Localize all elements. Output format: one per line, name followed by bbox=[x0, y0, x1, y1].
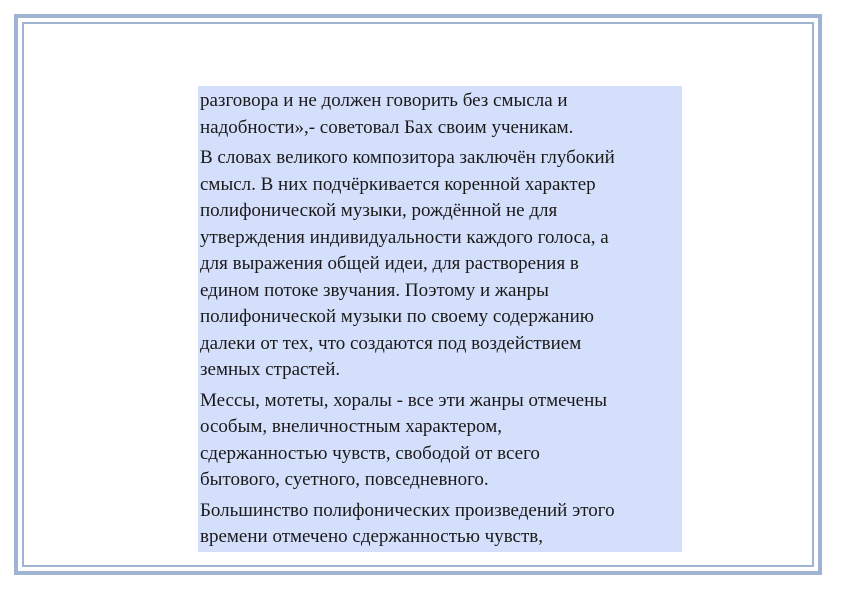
text-line: полифонической музыки по своему содержанию bbox=[200, 306, 594, 327]
paragraph-3 bbox=[200, 388, 678, 494]
paragraph-2 bbox=[200, 145, 678, 384]
text-line: Мессы, мотеты, хоралы - все эти жанры отмечены bbox=[200, 389, 607, 411]
text-line: В словах великого композитора заключён глубокий bbox=[200, 147, 615, 168]
text-line: далеки от тех, что создаются под воздействием bbox=[200, 332, 582, 354]
text-line: надобности»,- советовал Бах своим ученикам. bbox=[200, 116, 574, 138]
text-line: времени отмечено сдержанностью чувств, bbox=[200, 526, 544, 547]
text-line: Большинство полифонических произведений этого bbox=[200, 499, 615, 521]
paragraph-1 bbox=[200, 88, 678, 141]
text-line: земных страстей. bbox=[200, 359, 341, 380]
text-line: полифонической музыки, рождённой не для bbox=[200, 200, 558, 221]
paragraph-4 bbox=[200, 498, 678, 551]
text-line: бытового, суетного, повседневного. bbox=[200, 469, 489, 490]
text-line: особым, внеличностным характером, bbox=[200, 416, 502, 437]
text-line: разговора и не должен говорить без смысла и bbox=[200, 90, 568, 111]
text-block bbox=[198, 86, 682, 552]
text-line: смысл. В них подчёркивается коренной характер bbox=[200, 173, 596, 195]
text-line: утверждения индивидуальности каждого голоса, а bbox=[200, 226, 609, 248]
text-line: едином потоке звучания. Поэтому и жанры bbox=[200, 279, 549, 301]
text-line: для выражения общей идеи, для растворения в bbox=[200, 253, 579, 274]
text-line: сдержанностью чувств, свободой от всего bbox=[200, 442, 540, 464]
